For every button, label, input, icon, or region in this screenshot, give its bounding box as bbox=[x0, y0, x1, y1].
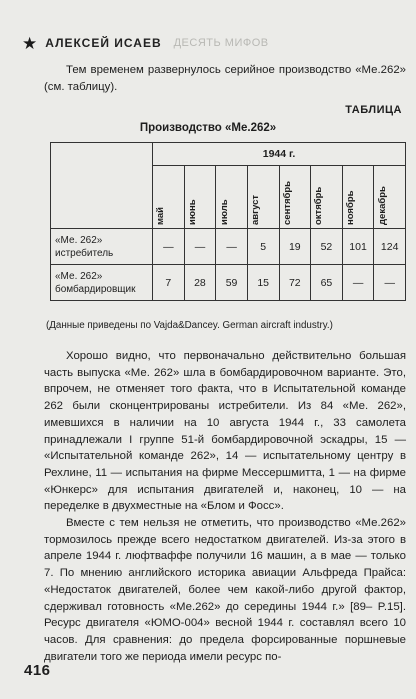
month-header: август bbox=[247, 166, 279, 229]
month-header: декабрь bbox=[374, 166, 406, 229]
month-header: июль bbox=[216, 166, 248, 229]
month-header: май bbox=[153, 166, 185, 229]
table-cell: 124 bbox=[374, 229, 406, 265]
table-cell: — bbox=[216, 229, 248, 265]
paragraph: Вместе с тем нельзя не отметить, что производство «Ме.262» тормозилось прежде всего недостатком двигателей. Из-за этого в апреле 1944 г. люфтваффе получили 16 машин, а в мае — только 7. По мнению английского историка авиации Альфреда Прайса: «Недостаток двигателей, более чем какой-либо другой фактор, сдерживал готовность «Ме.262» до середины 1944 г.» [89– P.15]. Ресурс двигателя «ЮМО-004» весной 1944 г. составлял всего 10 часов. Для сравнения: до предела форсированные поршневые двигатели того же периода имели ресурс по- bbox=[44, 517, 406, 663]
paragraph: Хорошо видно, что первоначально действительно большая часть выпуска «Ме. 262» шла в бомбардировочном варианте. Это, впрочем, не отменяет того факта, что в Испытательной команде 262 были сконцентрированы истребители. Из 84 «Ме. 262», имевшихся в наличии на 10 августа 1944 г., 33 самолета принадлежали I группе 51-й бомбардировочной эскадры, 15 — «Испытательной команде 262», 14 — испытательному центру в Рехлине, 11 — испытания на фирме Мессершмитта, 1 — на фирме «Юнкерс» для испытания двигателей и, наконец, 10 — на переделке в двухместные на «Блом и Фосс». bbox=[44, 350, 406, 513]
table-cell: 101 bbox=[342, 229, 374, 265]
production-table bbox=[50, 142, 406, 301]
year-header: 1944 г. bbox=[153, 143, 406, 166]
running-header bbox=[22, 33, 269, 53]
month-header: июнь bbox=[184, 166, 216, 229]
body-text bbox=[44, 348, 406, 665]
month-header: ноябрь bbox=[342, 166, 374, 229]
table-cell: 28 bbox=[184, 265, 216, 301]
month-header: октябрь bbox=[311, 166, 343, 229]
row-label: «Ме. 262» бомбардировщик bbox=[51, 265, 153, 301]
star-icon: ★ bbox=[22, 33, 38, 53]
table-cell: — bbox=[184, 229, 216, 265]
table-label: ТАБЛИЦА bbox=[345, 104, 402, 116]
source-note: (Данные приведены по Vajda&Dancey. German aircraft industry.) bbox=[46, 320, 333, 331]
table-cell: — bbox=[153, 229, 185, 265]
table-cell: 15 bbox=[247, 265, 279, 301]
table-cell: — bbox=[374, 265, 406, 301]
table-cell: 7 bbox=[153, 265, 185, 301]
table-row-bomber bbox=[51, 265, 406, 301]
row-label: «Ме. 262» истребитель bbox=[51, 229, 153, 265]
corner-cell bbox=[51, 143, 153, 229]
show-through-text: ДЕСЯТЬ МИФОВ bbox=[173, 37, 269, 49]
table-row-fighter bbox=[51, 229, 406, 265]
table-cell: 65 bbox=[311, 265, 343, 301]
author-name: АЛЕКСЕЙ ИСАЕВ bbox=[45, 36, 162, 50]
table-cell: 52 bbox=[311, 229, 343, 265]
table-cell: 72 bbox=[279, 265, 311, 301]
table-title: Производство «Ме.262» bbox=[139, 122, 277, 134]
table-cell: — bbox=[342, 265, 374, 301]
month-header: сентябрь bbox=[279, 166, 311, 229]
table-cell: 5 bbox=[247, 229, 279, 265]
page-number: 416 bbox=[24, 662, 51, 679]
table-cell: 19 bbox=[279, 229, 311, 265]
table-cell: 59 bbox=[216, 265, 248, 301]
intro-paragraph: Тем временем развернулось серийное производство «Ме.262» (см. таблицу). bbox=[44, 64, 406, 93]
